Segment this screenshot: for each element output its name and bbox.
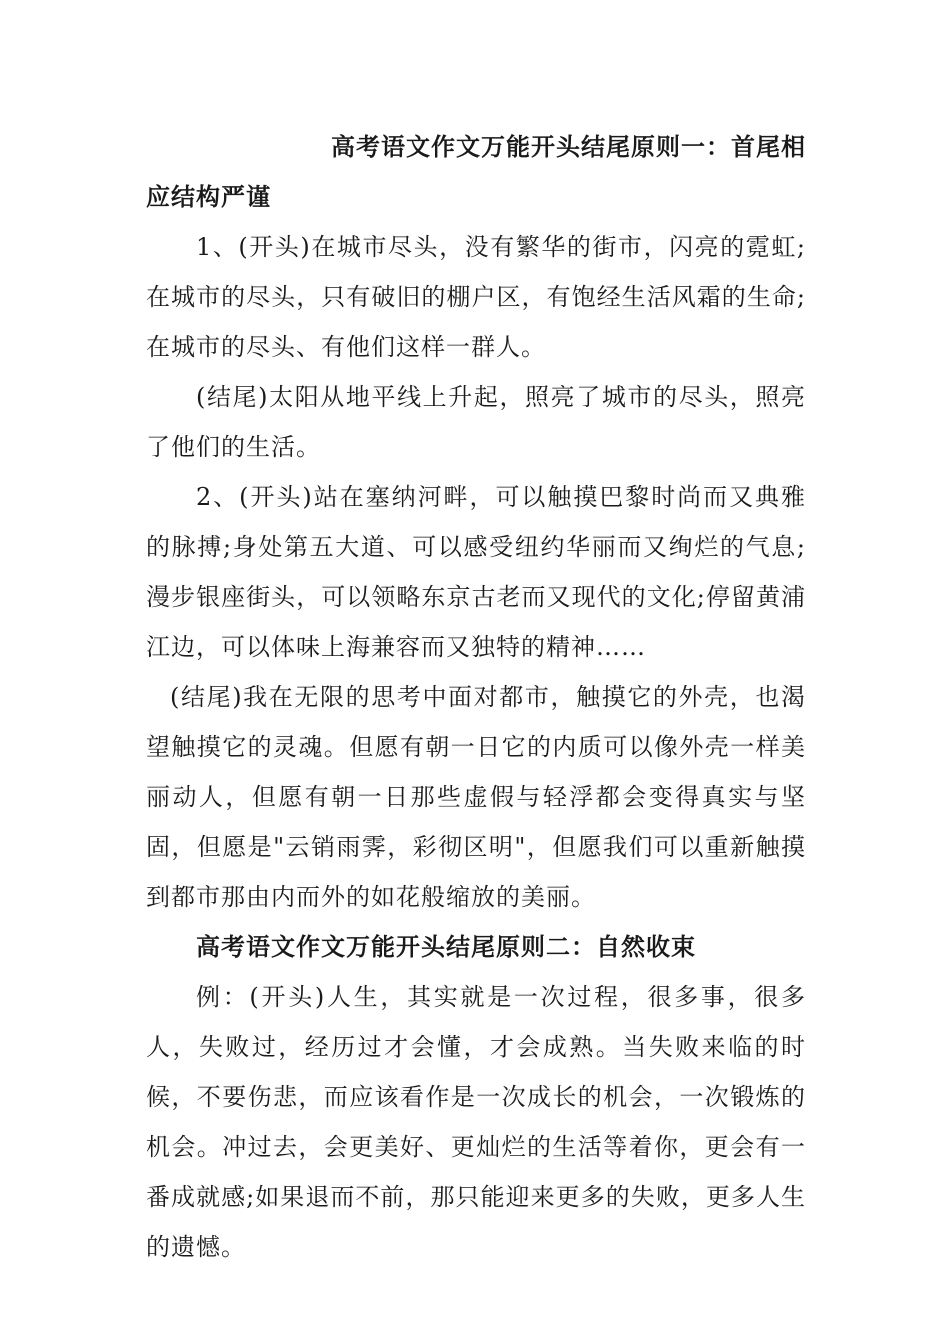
paragraph-1-opening: 1、(开头)在城市尽头，没有繁华的街市，闪亮的霓虹;在城市的尽头，只有破旧的棚户区，有饱经生活风霜的生命;在城市的尽头、有他们这样一群人。	[146, 233, 806, 361]
paragraph-1-ending: (结尾)太阳从地平线上升起，照亮了城市的尽头，照亮了他们的生活。	[146, 383, 806, 461]
paragraph-2-opening: 2、(开头)站在塞纳河畔，可以触摸巴黎时尚而又典雅的脉搏;身处第五大道、可以感受纽约华丽而又绚烂的气息;漫步银座街头，可以领略东京古老而又现代的文化;停留黄浦江边，可以体味上海兼容而又独特的精神……	[146, 483, 806, 661]
title-line-2: 应结构严谨	[146, 182, 271, 211]
paragraph-2-ending: (结尾)我在无限的思考中面对都市，触摸它的外壳，也渴望触摸它的灵魂。但愿有朝一日它的内质可以像外壳一样美丽动人，但愿有朝一日那些虚假与轻浮都会变得真实与坚固，但愿是"云销雨霁，彩彻区明"，但愿我们可以重新触摸到都市那由内而外的如花般缩放的美丽。	[146, 683, 806, 911]
heading-principle-2: 高考语文作文万能开头结尾原则二：自然收束	[196, 932, 696, 961]
paragraph-3: 例：(开头)人生，其实就是一次过程，很多事，很多人，失败过，经历过才会懂，才会成熟。当失败来临的时候，不要伤悲，而应该看作是一次成长的机会，一次锻炼的机会。冲过去，会更美好、更灿烂的生活等着你，更会有一番成就感;如果退而不前，那只能迎来更多的失败，更多人生的遗憾。	[146, 983, 806, 1261]
title-line-1: 高考语文作文万能开头结尾原则一：首尾相	[331, 132, 806, 161]
